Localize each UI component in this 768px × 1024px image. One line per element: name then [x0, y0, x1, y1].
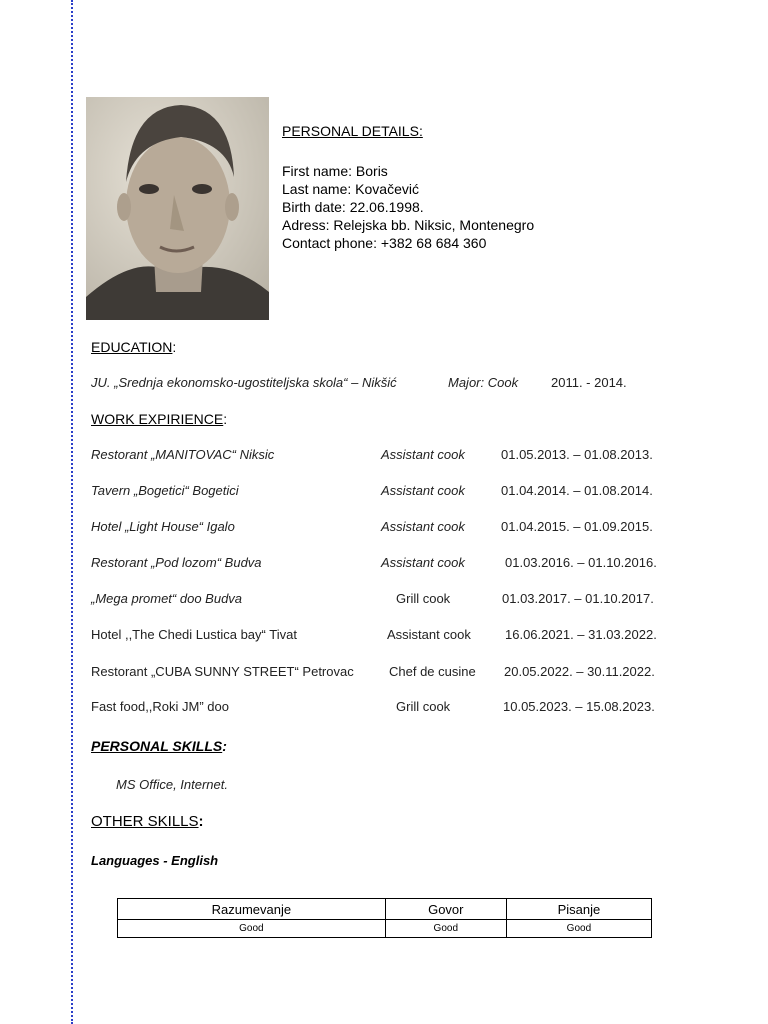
address-value: Relejska bb. Niksic, Montenegro — [333, 217, 535, 233]
birth-date-label: Birth date: — [282, 199, 350, 215]
work-heading: WORK EXPIRIENCE: — [91, 411, 228, 427]
last-name-row — [282, 180, 534, 198]
phone-label: Contact phone: — [282, 235, 381, 251]
birth-date-value: 22.06.1998 — [349, 199, 420, 215]
table-cell: Good — [506, 920, 651, 938]
job-role: Grill cook — [396, 699, 451, 714]
page-margin-line — [71, 0, 73, 1024]
language-table-header-row — [118, 899, 652, 920]
other-skills-heading: OTHER SKILLS: — [91, 813, 204, 830]
education-major: Major: Cook — [448, 375, 519, 390]
birth-date-row — [282, 198, 534, 216]
table-header-cell: Razumevanje — [118, 899, 386, 920]
phone-value: +382 68 684 360 — [380, 235, 487, 251]
table-cell: Good — [118, 920, 386, 938]
job-dates: 01.03.2016. – 01.10.2016. — [505, 555, 657, 570]
personal-details — [282, 122, 534, 252]
job-dates: 20.05.2022. – 30.11.2022. — [504, 664, 655, 679]
first-name-label: First name: — [282, 163, 356, 179]
job-dates: 01.04.2015. – 01.09.2015. — [501, 519, 653, 534]
job-place: Hotel „Light House“ Igalo — [91, 519, 235, 534]
profile-photo — [86, 97, 269, 320]
job-role: Grill cook — [396, 591, 451, 606]
job-place: Restorant „CUBA SUNNY STREET“ Petrovac — [91, 664, 354, 679]
education-years: 2011. - 2014. — [551, 375, 627, 390]
education-heading: EDUCATION: — [91, 339, 177, 355]
education-school: JU. „Srednja ekonomsko-ugostiteljska skola“ – Nikšić — [91, 375, 397, 390]
job-place: Hotel ,,The Chedi Lustica bay“ Tivat — [91, 627, 297, 642]
address-row — [282, 216, 534, 234]
job-role: Assistant cook — [381, 519, 465, 534]
job-role: Assistant cook — [381, 555, 465, 570]
first-name-row — [282, 162, 534, 180]
job-role: Assistant cook — [381, 483, 465, 498]
personal-skills-heading: PERSONAL SKILLS: — [91, 738, 227, 754]
table-header-cell: Govor — [385, 899, 506, 920]
job-place: Tavern „Bogetici“ Bogetici — [91, 483, 239, 498]
last-name-value: Kovačević — [355, 181, 419, 197]
job-place: Fast food,,Roki JM” doo — [91, 699, 229, 714]
job-dates: 10.05.2023. – 15.08.2023. — [503, 699, 655, 714]
job-dates: 01.04.2014. – 01.08.2014. — [501, 483, 653, 498]
last-name-label: Last name: — [282, 181, 356, 197]
job-place: Restorant „MANITOVAC“ Niksic — [91, 447, 275, 462]
job-role: Assistant cook — [387, 627, 471, 642]
table-row — [118, 920, 652, 938]
birth-date-suffix: . — [419, 199, 424, 215]
address-label: Adress: — [282, 217, 334, 233]
job-place: Restorant „Pod lozom“ Budva — [91, 555, 262, 570]
phone-row — [282, 234, 534, 252]
job-dates: 16.06.2021. – 31.03.2022. — [505, 627, 657, 642]
job-role: Assistant cook — [381, 447, 465, 462]
job-place: „Mega promet“ doo Budva — [91, 591, 243, 606]
language-table — [117, 898, 652, 938]
job-role: Chef de cusine — [389, 664, 476, 679]
personal-details-heading: PERSONAL DETAILS: — [282, 123, 423, 139]
job-dates: 01.05.2013. – 01.08.2013. — [501, 447, 653, 462]
table-header-cell: Pisanje — [506, 899, 651, 920]
first-name-value: Boris — [355, 163, 388, 179]
table-cell: Good — [385, 920, 506, 938]
personal-skills-text: MS Office, Internet. — [116, 777, 228, 792]
languages-label: Languages - English — [91, 853, 219, 868]
job-dates: 01.03.2017. – 01.10.2017. — [502, 591, 654, 606]
